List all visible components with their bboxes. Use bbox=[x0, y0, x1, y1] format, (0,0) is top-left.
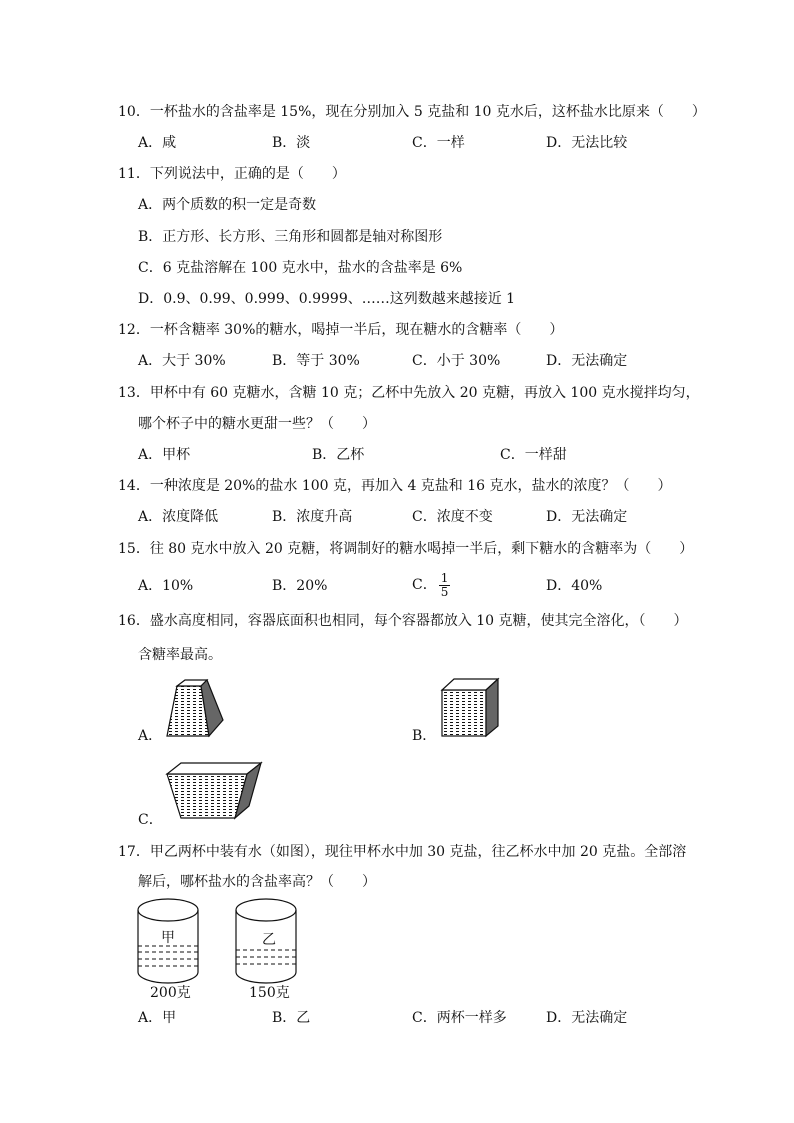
q11-option-a[interactable]: A．两个质数的积一定是奇数 bbox=[138, 197, 317, 213]
q15-option-a[interactable]: A．10% bbox=[138, 578, 194, 594]
question-17-stem-line2: 解后，哪杯盐水的含盐率高？（ ） bbox=[138, 874, 376, 890]
fraction-one-fifth bbox=[439, 572, 451, 599]
question-10-stem: 10．一杯盐水的含盐率是 15%，现在分别加入 5 克盐和 10 克水后，这杯盐水比原来（ ） bbox=[118, 104, 706, 120]
q13-option-c[interactable]: C．一样甜 bbox=[500, 447, 567, 463]
container-b-figure bbox=[438, 676, 502, 740]
fraction-numerator: 1 bbox=[440, 570, 449, 585]
q12-option-d[interactable]: D．无法确定 bbox=[546, 353, 628, 369]
cup-jia-label: 甲 bbox=[161, 930, 175, 946]
q11-option-c[interactable]: C．6 克盐溶解在 100 克水中，盐水的含盐率是 6% bbox=[138, 260, 463, 276]
q11-option-d[interactable]: D．0.9、0.99、0.999、0.9999、……这列数越来越接近 1 bbox=[138, 291, 516, 307]
q16-option-b[interactable]: B． bbox=[412, 728, 437, 744]
q12-option-c[interactable]: C．小于 30% bbox=[412, 353, 501, 369]
q14-option-a[interactable]: A．浓度降低 bbox=[138, 509, 219, 525]
cup-yi-weight: 150克 bbox=[249, 985, 290, 1001]
q14-option-b[interactable]: B．浓度升高 bbox=[272, 509, 353, 525]
q11-option-b[interactable]: B．正方形、长方形、三角形和圆都是轴对称图形 bbox=[138, 229, 443, 245]
question-16-stem-line1: 16．盛水高度相同，容器底面积也相同，每个容器都放入 10 克糖，使其完全溶化，（ ） bbox=[118, 613, 688, 629]
question-17-stem-line1: 17．甲乙两杯中装有水（如图），现往甲杯水中加 30 克盐，往乙杯水中加 20 克盐。全部溶 bbox=[118, 844, 687, 860]
q17-option-c[interactable]: C．两杯一样多 bbox=[412, 1010, 507, 1026]
q14-option-c[interactable]: C．浓度不变 bbox=[412, 509, 493, 525]
q13-option-a[interactable]: A．甲杯 bbox=[138, 447, 191, 463]
question-15-stem: 15．往 80 克水中放入 20 克糖，将调制好的糖水喝掉一半后，剩下糖水的含糖率为（ ） bbox=[118, 541, 694, 557]
q10-option-d[interactable]: D．无法比较 bbox=[546, 135, 628, 151]
q15-option-c[interactable] bbox=[412, 568, 450, 602]
container-c-figure bbox=[163, 760, 265, 822]
question-16-stem-line2: 含糖率最高。 bbox=[138, 647, 222, 663]
q15-option-d[interactable]: D．40% bbox=[546, 578, 603, 594]
question-14-stem: 14．一种浓度是 20%的盐水 100 克，再加入 4 克盐和 16 克水，盐水的浓度？（ ） bbox=[118, 478, 672, 494]
q10-option-c[interactable]: C．一样 bbox=[412, 135, 465, 151]
container-a-figure bbox=[163, 676, 229, 740]
q10-option-b[interactable]: B．淡 bbox=[272, 135, 311, 151]
question-12-stem: 12．一杯含糖率 30%的糖水，喝掉一半后，现在糖水的含糖率（ ） bbox=[118, 322, 564, 338]
q15-option-c-label: C． bbox=[412, 577, 437, 593]
q16-option-a[interactable]: A． bbox=[138, 728, 163, 744]
q17-option-d[interactable]: D．无法确定 bbox=[546, 1010, 628, 1026]
fraction-denominator: 5 bbox=[440, 584, 449, 599]
q15-option-b[interactable]: B．20% bbox=[272, 578, 328, 594]
q10-option-a[interactable]: A．咸 bbox=[138, 135, 177, 151]
question-13-stem-line2: 哪个杯子中的糖水更甜一些？（ ） bbox=[138, 416, 376, 432]
q14-option-d[interactable]: D．无法确定 bbox=[546, 509, 628, 525]
q13-option-b[interactable]: B．乙杯 bbox=[312, 447, 365, 463]
question-13-stem-line1: 13．甲杯中有 60 克糖水，含糖 10 克；乙杯中先放入 20 克糖，再放入 100 克水搅拌均匀， bbox=[118, 385, 700, 401]
cup-yi-label: 乙 bbox=[262, 932, 276, 948]
q17-option-b[interactable]: B．乙 bbox=[272, 1010, 311, 1026]
q17-option-a[interactable]: A．甲 bbox=[138, 1010, 177, 1026]
q12-option-b[interactable]: B．等于 30% bbox=[272, 353, 360, 369]
question-11-stem: 11．下列说法中，正确的是（ ） bbox=[118, 166, 346, 182]
cup-jia-weight: 200克 bbox=[150, 985, 191, 1001]
q12-option-a[interactable]: A．大于 30% bbox=[138, 353, 226, 369]
q16-option-c[interactable]: C． bbox=[138, 812, 163, 828]
